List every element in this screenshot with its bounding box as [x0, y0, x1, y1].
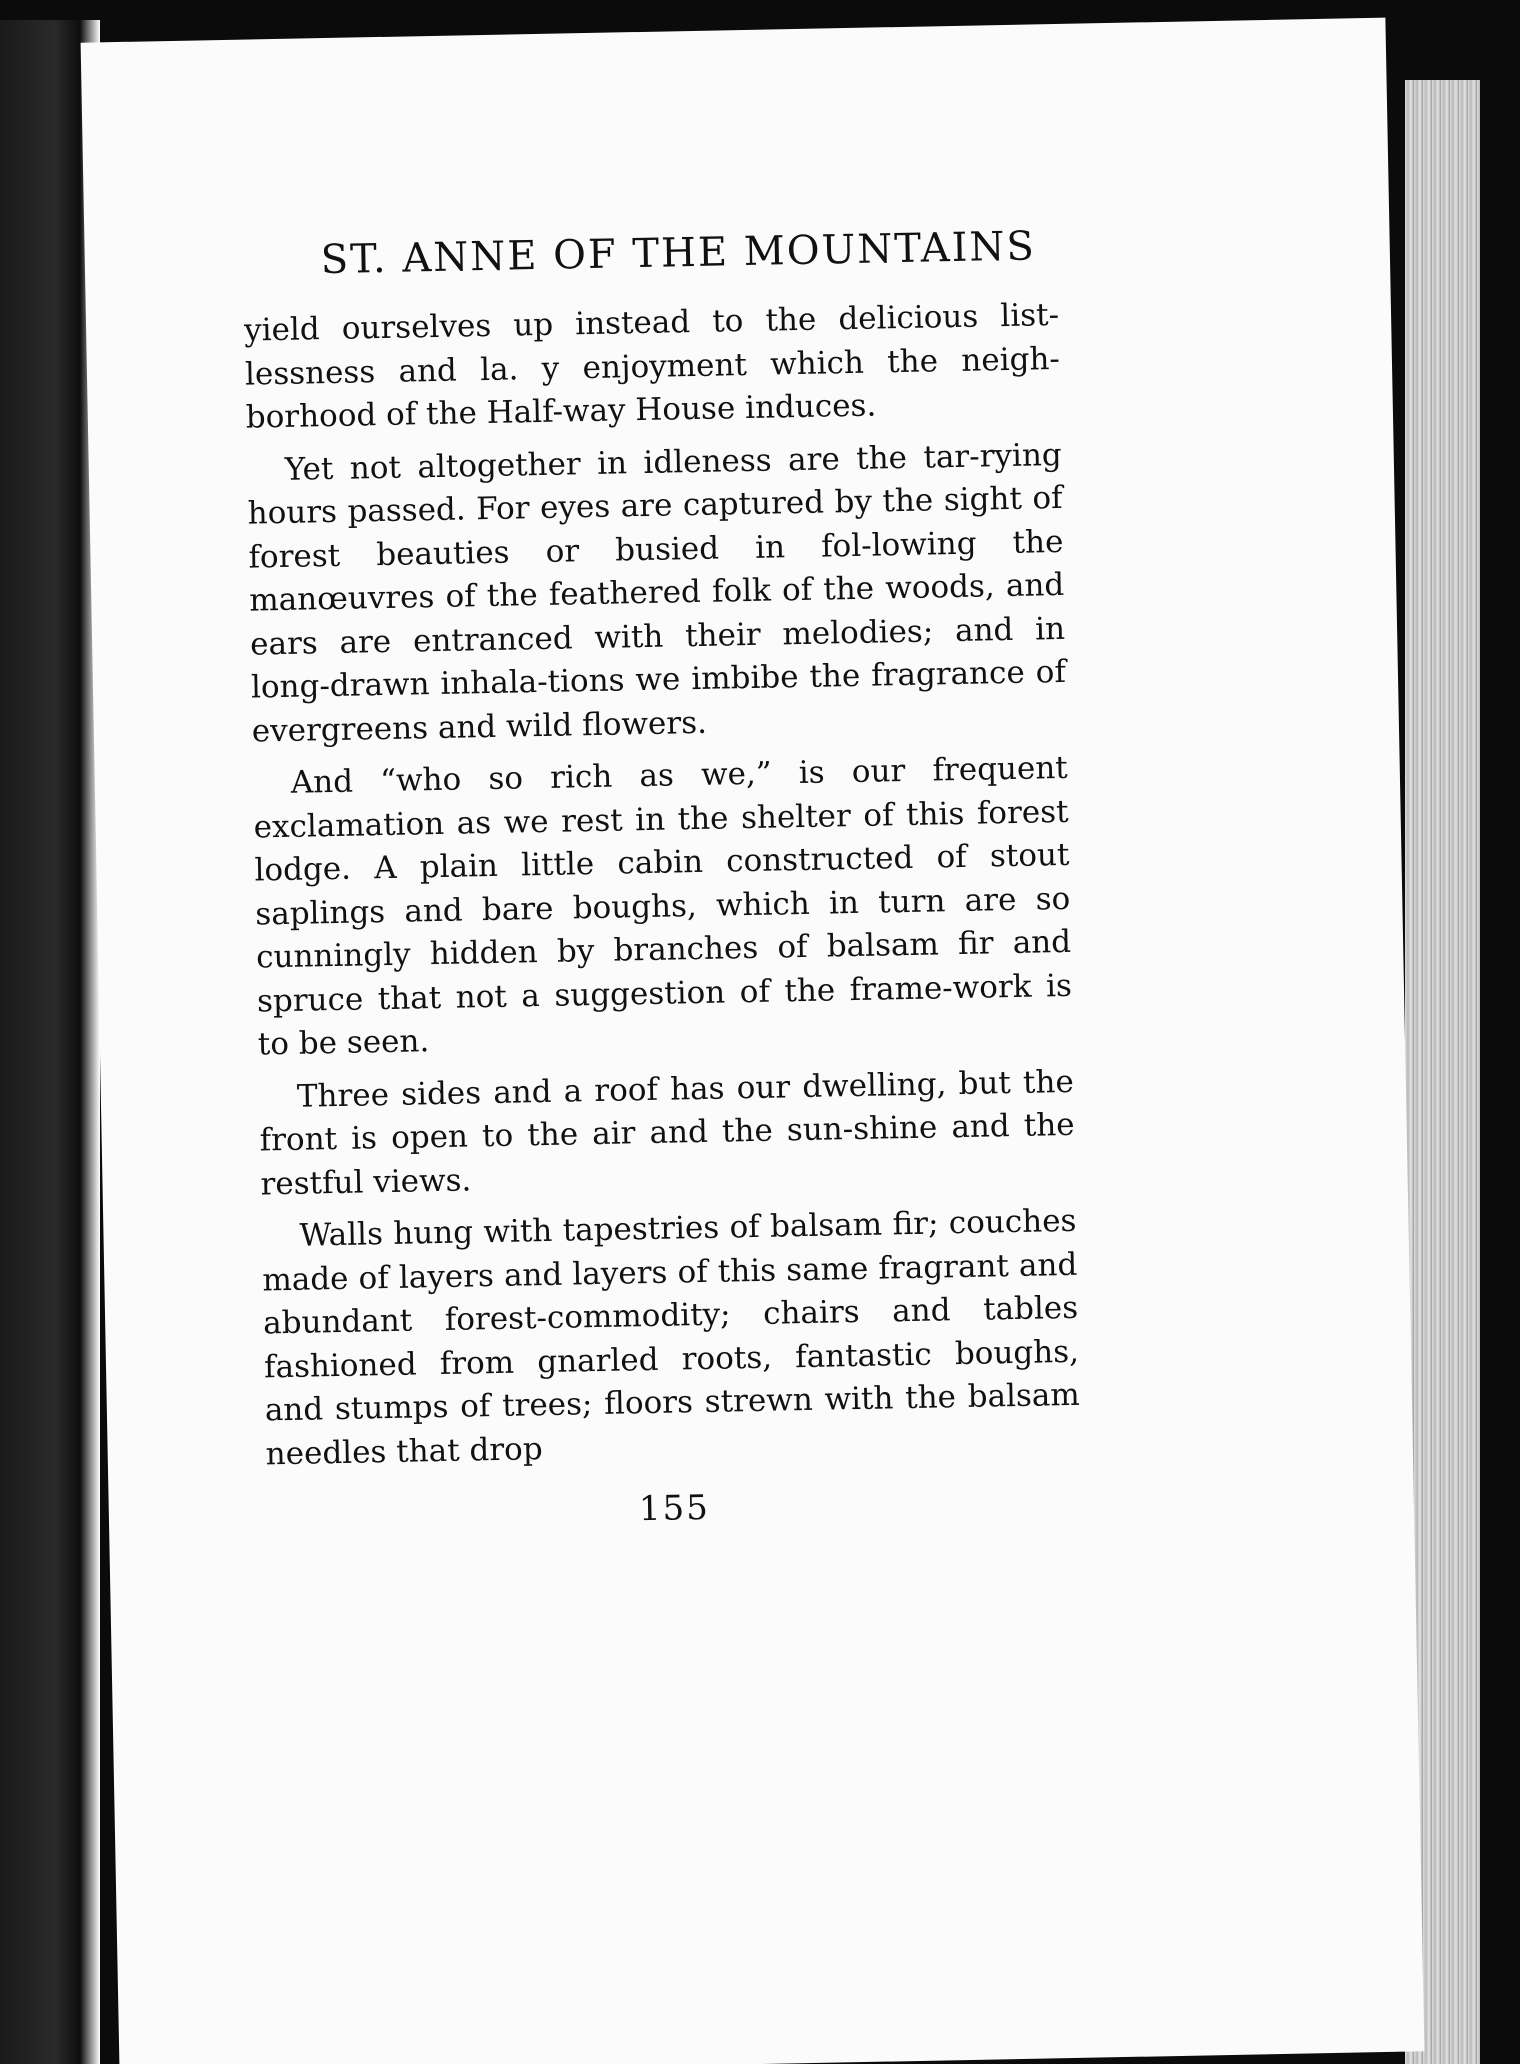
paragraph-2: Yet not altogether in idleness are the tar-rying hours passed. For eyes are captured by the sight of forest beauties or busied in fol-lowing the manœuvres of the feathered folk of the woods, and ears are entranced with their melodies; and in long-drawn inhala-tions we imbibe the fragrance of evergreens and wild flowers.	[247, 436, 1067, 750]
page-number: 155	[638, 1487, 711, 1530]
body-text	[244, 294, 1081, 1476]
paragraph-5: Walls hung with tapestries of balsam fir; couches made of layers and layers of this same fragrant and abundant forest-commodity; chairs and tables fashioned from gnarled roots, fantastic boughs, and stumps of trees; floors strewn with the balsam needles that drop	[262, 1202, 1081, 1472]
paragraph-4: Three sides and a roof has our dwelling, but the front is open to the air and the sun-shine and the restful views.	[259, 1063, 1075, 1202]
text-block	[242, 220, 1082, 1538]
running-head: ST. ANNE OF THE MOUNTAINS	[320, 223, 1037, 284]
paragraph-1: yield ourselves up instead to the delicious list-lessness and la. y enjoyment which the neigh-borhood of the Half-way House induces.	[243, 296, 1061, 436]
book-page	[81, 18, 1425, 2064]
left-page-edge	[0, 20, 100, 2064]
paragraph-3: And “who so rich as we,” is our frequent exclamation as we rest in the shelter of this forest lodge. A plain little cabin constructed of stout saplings and bare boughs, which in turn are so cunningly hidden by branches of balsam fir and spruce that not a suggestion of the frame-work is to be seen.	[253, 749, 1073, 1063]
